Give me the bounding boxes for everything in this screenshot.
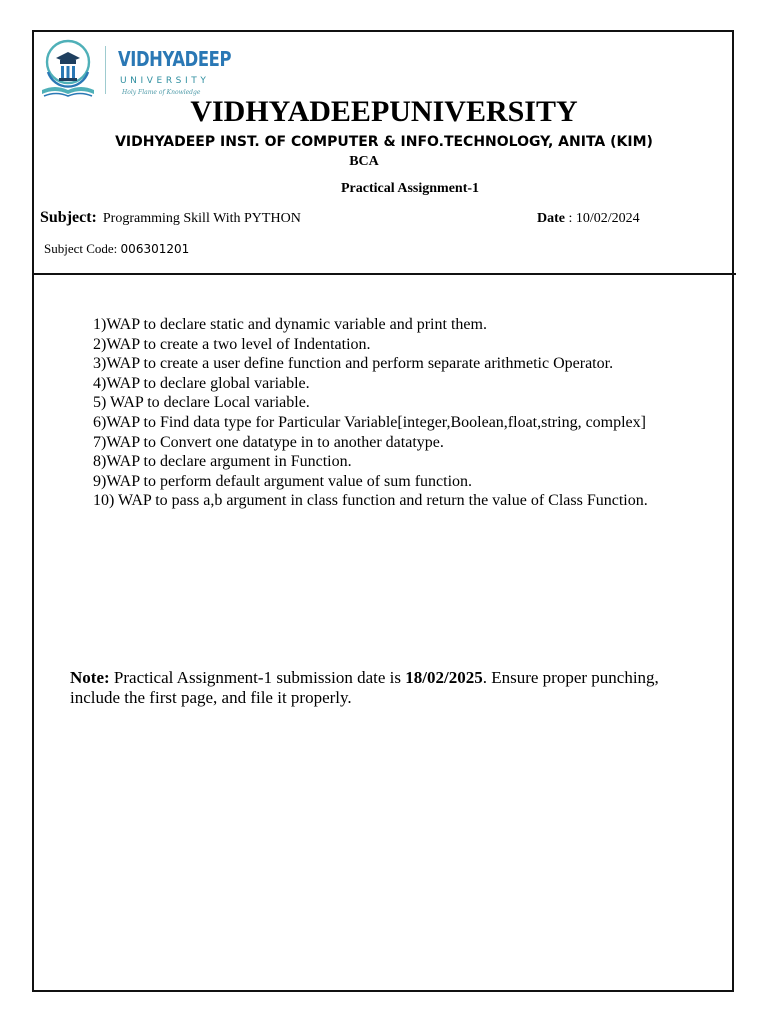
date-row: [537, 211, 640, 227]
question-item: 2)WAP to create a two level of Indentation.: [93, 335, 371, 353]
date-value: 10/02/2024: [575, 211, 640, 226]
submission-note: [70, 668, 670, 708]
question-item: 9)WAP to perform default argument value of sum function.: [93, 472, 473, 490]
page-border: [32, 30, 734, 992]
subject-code-value: 006301201: [120, 242, 190, 256]
logo-subtitle: UNIVERSITY: [120, 76, 210, 86]
subject-label: Subject:: [40, 209, 97, 226]
subject-row: [40, 209, 301, 227]
question-item: 5) WAP to declare Local variable.: [93, 394, 310, 412]
lamp-emblem-icon: [40, 38, 96, 100]
note-text-before: Practical Assignment-1 submission date is: [109, 668, 406, 687]
header-divider: [32, 273, 736, 275]
logo-separator: [105, 46, 106, 94]
date-label: Date: [537, 211, 565, 226]
question-item: 4)WAP to declare global variable.: [93, 374, 310, 392]
question-item: 3)WAP to create a user define function and perform separate arithmetic Operator.: [93, 355, 614, 373]
institute-name: VIDHYADEEP INST. OF COMPUTER & INFO.TECHNOLOGY, ANITA (KIM): [115, 134, 653, 150]
question-list: [93, 315, 673, 511]
subject-value: Programming Skill With PYTHON: [102, 211, 301, 226]
logo-tagline: Holy Flame of Knowledge: [122, 89, 201, 96]
subject-code-row: [44, 241, 189, 257]
course-name: BCA: [349, 154, 379, 169]
question-item: 10) WAP to pass a,b argument in class function and return the value of Class Function.: [93, 492, 648, 510]
note-date: 18/02/2025: [405, 668, 483, 687]
university-logo: [40, 38, 240, 102]
question-item: 1)WAP to declare static and dynamic variable and print them.: [93, 316, 487, 333]
assignment-title: Practical Assignment-1: [340, 181, 480, 196]
note-text-after: . Ensure proper punching, include the first page, and file it properly.: [70, 668, 659, 707]
question-item: 8)WAP to declare argument in Function.: [93, 453, 352, 471]
subject-code-label: Subject Code:: [44, 241, 121, 256]
question-item: 6)WAP to Find data type for Particular Variable[integer,Boolean,float,string, complex]: [93, 413, 646, 431]
logo-name: VIDHYADEEP: [118, 47, 232, 71]
university-title: VIDHYADEEPUNIVERSITY: [190, 95, 578, 128]
question-item: 7)WAP to Convert one datatype in to another datatype.: [93, 433, 444, 451]
note-label: Note:: [70, 668, 110, 687]
date-separator: :: [565, 211, 576, 226]
